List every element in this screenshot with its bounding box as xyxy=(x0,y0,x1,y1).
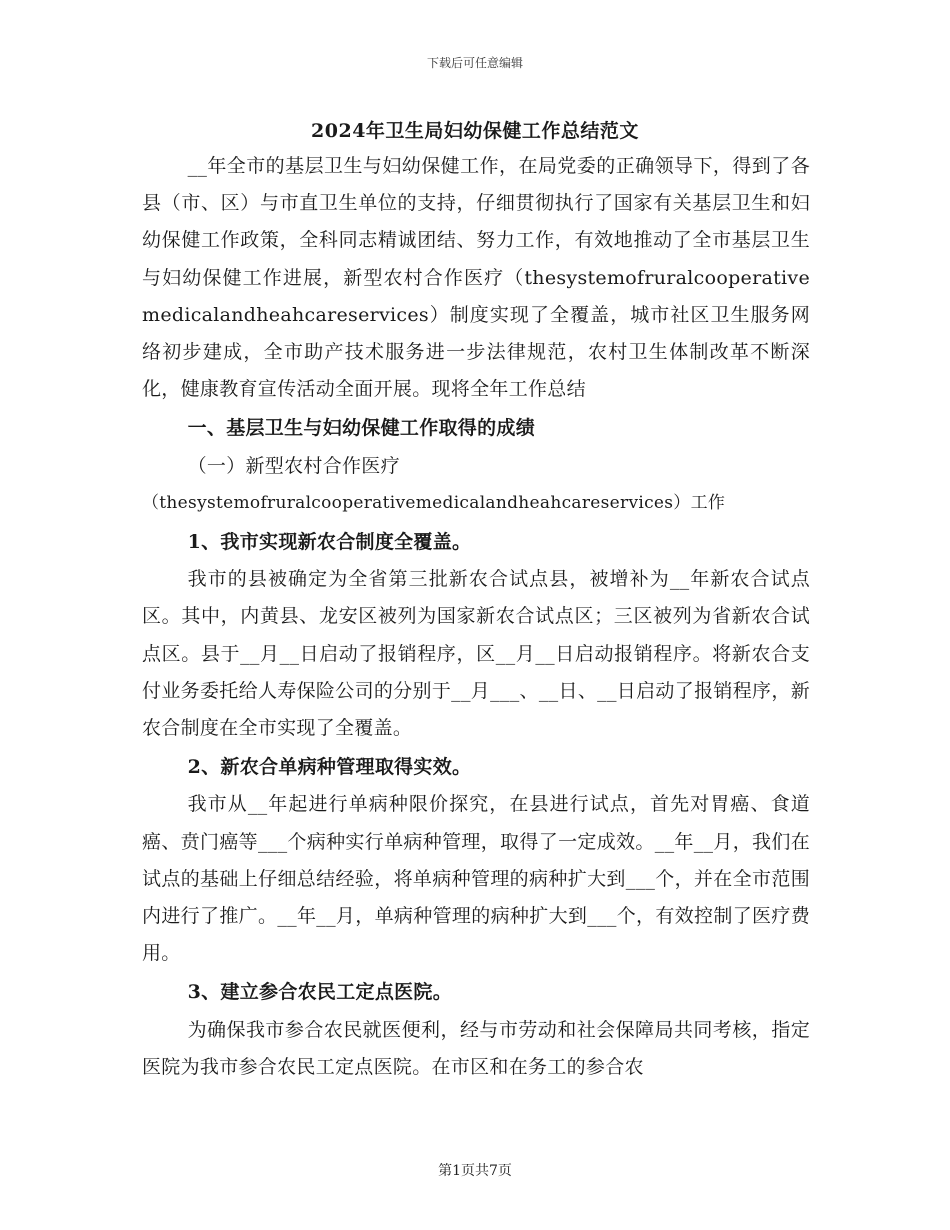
section-heading: 一、基层卫生与妇幼保健工作取得的成绩 xyxy=(187,417,535,440)
subsection-heading-continuation: （thesystemofruralcooperativemedicalandheahcareservices）工作 xyxy=(142,492,726,513)
item-heading: 3、建立参合农民工定点医院。 xyxy=(187,981,453,1004)
item-heading: 1、我市实现新农合制度全覆盖。 xyxy=(187,531,472,554)
intro-paragraph: __年全市的基层卫生与妇幼保健工作，在局党委的正确领导下，得到了各县（市、区）与市直卫生单位的支持，仔细贯彻执行了国家有关基层卫生和妇幼保健工作政策，全科同志精诚团结、努力工作，有效地推动了全市基层卫生与妇幼保健工作进展，新型农村合作医疗（thesystemofruralcooperativemedicalandheahcareservices）制度实现了全覆盖，城市社区卫生服务网络初步建成，全市助产技术服务进一步法律规范，农村卫生体制改革不断深化，健康教育宣传活动全面开展。现将全年工作总结 xyxy=(142,155,810,401)
item-paragraph: 为确保我市参合农民就医便利，经与市劳动和社会保障局共同考核，指定医院为我市参合农民工定点医院。在市区和在务工的参合农 xyxy=(142,1018,810,1078)
item-paragraph: 我市的县被确定为全省第三批新农合试点县，被增补为__年新农合试点区。其中，内黄县、龙安区被列为国家新农合试点区；三区被列为省新农合试点区。县于__月__日启动了报销程序，区__月__日启动报销程序。将新农合支付业务委托给人寿保险公司的分别于__月___、__日、__日启动了报销程序，新农合制度在全市实现了全覆盖。 xyxy=(142,568,810,740)
document-body xyxy=(142,148,810,1086)
item-paragraph: 我市从__年起进行单病种限价探究，在县进行试点，首先对胃癌、食道癌、贲门癌等___个病种实行单病种管理，取得了一定成效。__年__月，我们在试点的基础上仔细总结经验，将单病种管理的病种扩大到___个，并在全市范围内进行了推广。__年__月，单病种管理的病种扩大到___个，有效控制了医疗费用。 xyxy=(142,793,810,965)
page-header-note: 下载后可任意编辑 xyxy=(426,56,523,70)
subsection-heading: （一）新型农村合作医疗 xyxy=(187,454,400,477)
page-number: 第1页共7页 xyxy=(438,1163,512,1179)
document-title: 2024年卫生局妇幼保健工作总结范文 xyxy=(311,120,639,142)
item-heading: 2、新农合单病种管理取得实效。 xyxy=(187,756,472,779)
